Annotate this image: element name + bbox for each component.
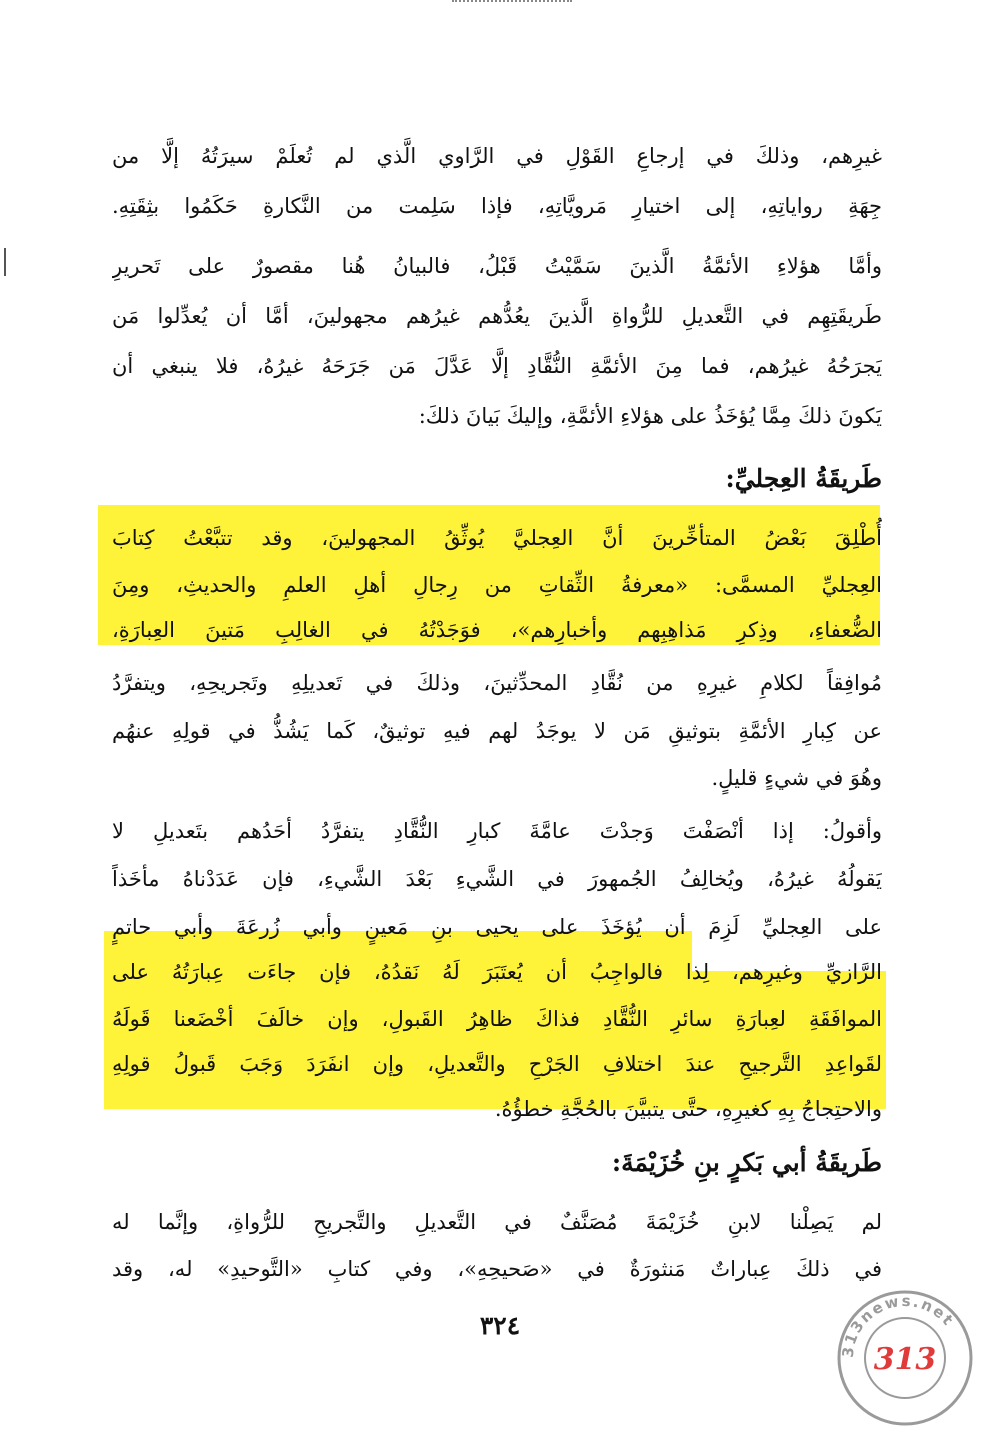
text-line: لم يَصِلْنا لابنِ خُزَيْمَةَ مُصَنَّفٌ في التَّعديلِ والتَّجريحِ للرُّواةِ، وإنَّما له — [112, 1210, 882, 1234]
text-line: عن كِبارِ الأئمَّةِ بتوثيقِ مَن لا يوجَدُ لهم فيهِ توثيقٌ، كَما يَشُذُّ في قولِهِ عنهُم — [112, 719, 882, 743]
page-number: ٣٢٤ — [479, 1311, 521, 1340]
text-line: الموافَقَةِ لعِبارَةِ سائرِ النُّقَّادِ فذاكَ ظاهِرُ القَبولِ، وإن خالَفَ أخْضَعنا قَولَهُ — [112, 1007, 882, 1031]
stamp-center-text: 313 — [873, 1342, 937, 1377]
stamp-ring-text: 313news.net — [838, 1291, 958, 1359]
text-line: العِجليِّ المسمَّى: «معرفةُ الثِّقاتِ من رِجالِ أهلِ العلمِ والحديثِ، ومِنَ — [112, 573, 882, 597]
text-line: لقَواعِدِ التَّرجيحِ عندَ اختلافِ الجَرْحِ والتَّعديلِ، وإن انفَرَدَ وَجَبَ قَبولُ قولِهِ — [112, 1052, 882, 1076]
text-line: يَجرَحُهُ غيرُهم، فما مِنَ الأئمَّةِ النُّقَّادِ إلَّا عَدَّلَ مَن جَرَحَهُ غيرُهُ، فلا ينبغي أن — [112, 354, 882, 378]
text-line: يَكونَ ذلكَ مِمَّا يُؤخَذُ على هؤلاءِ الأئمَّةِ، وإليكَ بَيانَ ذلكَ: — [418, 404, 882, 428]
text-line: أُطْلِقَ بَعْضُ المتأخِّرينَ أنَّ العِجليَّ يُوثِّقُ المجهولينَ، وقد تتبَّعْتُ كِتابَ — [112, 526, 882, 550]
text-line: يَقولُهُ غيرُهُ، ويُخالِفُ الجُمهورَ في الشَّيءِ بَعْدَ الشَّيءِ، فإن عَدَدْناهُ مأخَذاً — [112, 867, 882, 891]
text-line: جِهَةِ رواياتِهِ، إلى اختيارِ مَرويَّاتِهِ، فإذا سَلِمت من النَّكارةِ حَكَمُوا بثِقَتِهِ. — [112, 194, 882, 218]
text-line: طَريقَتِهِم في التَّعديلِ للرُّواةِ الَّذينَ يعُدُّهم غيرُهم مجهولينَ، أمَّا أن يُعدِّلوا مَن — [112, 304, 882, 328]
text-line: في ذلكَ عِباراتٌ مَنثورَةٌ في «صَحيحِهِ»، وفي كتابِ «التَّوحيدِ» له، وقد — [112, 1257, 882, 1281]
margin-mark — [4, 248, 6, 276]
section-heading-khuzayma: طَريقَةُ أبي بَكرٍ بنِ خُزَيْمَةَ: — [611, 1148, 882, 1177]
text-line: مُوافِقاً لكلامِ غيرِهِ من نُقَّادِ المحدِّثينَ، وذلكَ في تَعديلِهِ وتَجريحِهِ، ويتفرَّدُ — [112, 671, 882, 695]
text-line: وأمَّا هؤلاءِ الأئمَّةُ الَّذينَ سَمَّيْتُ قَبْلُ، فالبيانُ هُنا مقصورٌ على تَحريرِ — [112, 254, 882, 278]
text-line: والاحتِجاجُ بِهِ كغيرِهِ، حتَّى يتبيَّنَ بالحُجَّةِ خطؤُهُ. — [494, 1097, 882, 1121]
section-heading-ijli: طَريقَةُ العِجليِّ: — [725, 464, 882, 493]
text-line: الرَّازيِّ وغيرِهم، لِذا فالواجِبُ أن يُعتَبَرَ لَهُ نَقدُهُ، فإن جاءَت عِبارَتُهُ على — [112, 960, 882, 984]
top-dotted-rule — [452, 0, 572, 8]
text-line: على العِجليِّ لَزِمَ أن يُؤخَذَ على يحيى بنِ مَعينٍ وأبي زُرعَةَ وأبي حاتمٍ — [112, 915, 882, 939]
text-line: وهُوَ في شيءٍ قليلٍ. — [711, 766, 882, 790]
text-line: وأقولُ: إذا أنْصَفْتَ وَجدْتَ عامَّةَ كبارِ النُّقَّادِ يتفرَّدُ أحَدُهم بتَعديلِ لا — [112, 819, 882, 843]
watermark-stamp — [830, 1283, 980, 1433]
text-line: غيرِهم، وذلكَ في إرجاعِ القَوْلِ في الرَّاوي الَّذي لم تُعلَمْ سيرَتُهُ إلَّا من — [112, 144, 882, 168]
text-line: الضُّعفاءِ، وذِكرِ مَذاهِبِهم وأخبارِهم»، فوَجَدْتُهُ في الغالِبِ مَتينَ العِبارَةِ، — [112, 618, 882, 642]
